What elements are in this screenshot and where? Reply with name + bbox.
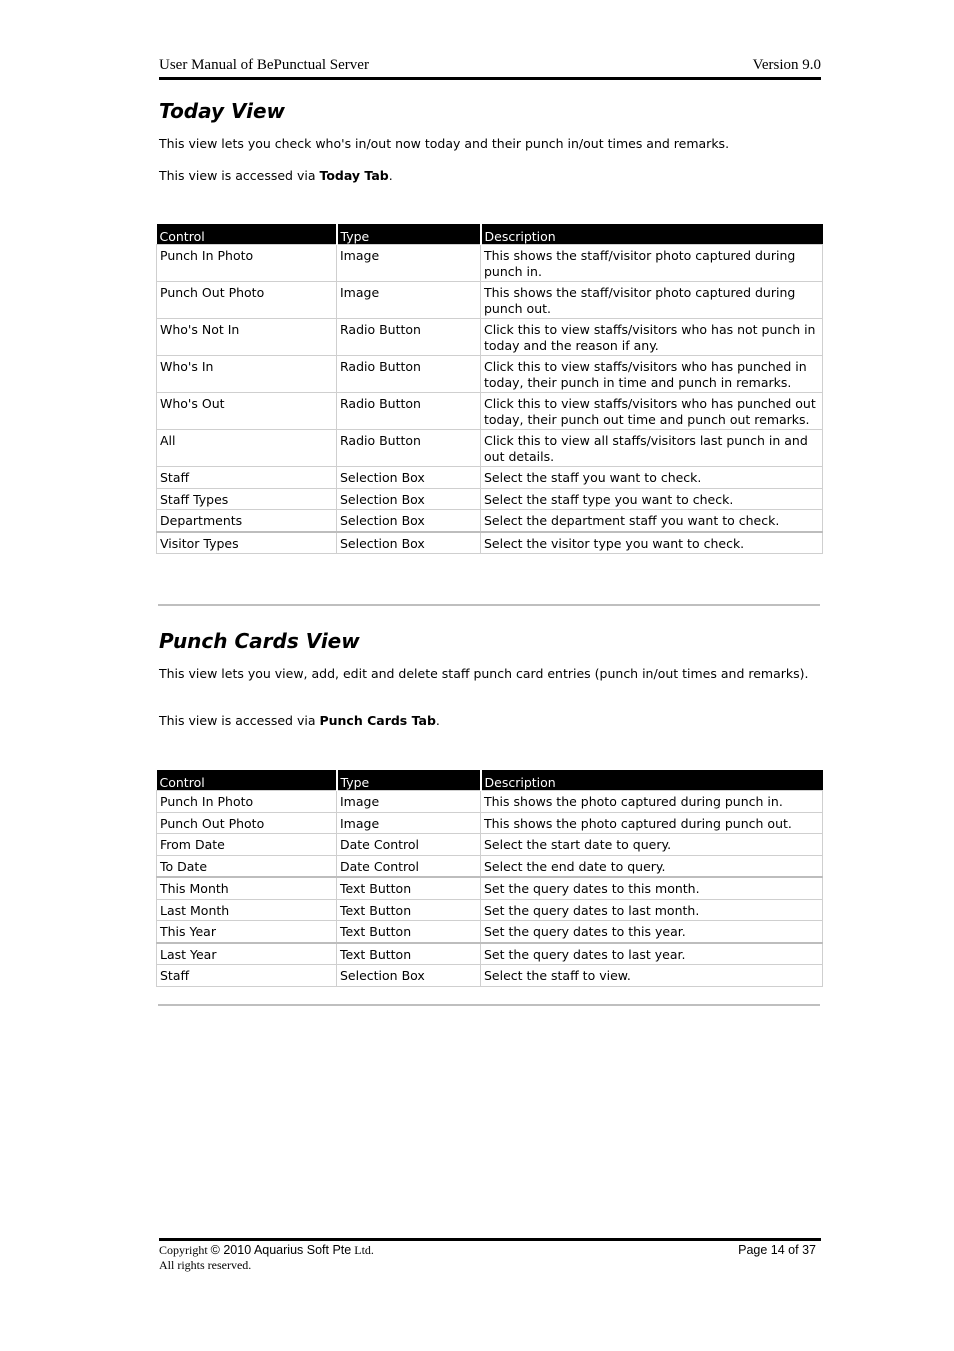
table-row bbox=[157, 921, 823, 943]
table-row bbox=[157, 430, 823, 467]
table-row bbox=[157, 467, 823, 489]
cell-type: Image bbox=[337, 245, 481, 282]
cell-type: Text Button bbox=[337, 877, 481, 899]
table-row bbox=[157, 510, 823, 532]
cell-control: This Year bbox=[157, 921, 337, 943]
page-number: Page 14 of 37 bbox=[738, 1243, 816, 1257]
cell-description: This shows the photo captured during punch out. bbox=[481, 812, 823, 834]
cell-control: Punch In Photo bbox=[157, 791, 337, 813]
today-view-access bbox=[159, 168, 809, 184]
today-view-title: Today View bbox=[159, 99, 286, 123]
column-header-type: Type bbox=[337, 224, 481, 245]
cell-description: Select the end date to query. bbox=[481, 855, 823, 877]
table-row bbox=[157, 877, 823, 899]
cell-description: Click this to view staffs/visitors who has punched out today, their punch out time and punch out remarks. bbox=[481, 393, 823, 430]
cell-description: Select the visitor type you want to check. bbox=[481, 532, 823, 554]
cell-description: Set the query dates to this month. bbox=[481, 877, 823, 899]
table-row bbox=[157, 855, 823, 877]
cell-type: Date Control bbox=[337, 855, 481, 877]
table-row bbox=[157, 488, 823, 510]
cell-type: Radio Button bbox=[337, 319, 481, 356]
table-row bbox=[157, 393, 823, 430]
cell-control: From Date bbox=[157, 834, 337, 856]
cell-description: Set the query dates to last year. bbox=[481, 943, 823, 965]
cell-control: Departments bbox=[157, 510, 337, 532]
table-row bbox=[157, 943, 823, 965]
cell-description: Set the query dates to this year. bbox=[481, 921, 823, 943]
table-row bbox=[157, 812, 823, 834]
cell-type: Date Control bbox=[337, 834, 481, 856]
cell-description: Click this to view all staffs/visitors last punch in and out details. bbox=[481, 430, 823, 467]
cell-description: This shows the staff/visitor photo captured during punch in. bbox=[481, 245, 823, 282]
cell-control: Who's In bbox=[157, 356, 337, 393]
today-view-intro: This view lets you check who's in/out now today and their punch in/out times and remarks. bbox=[159, 136, 730, 151]
copyright-holder: © 2010 Aquarius Soft Pte bbox=[210, 1243, 352, 1257]
column-header-type: Type bbox=[337, 770, 481, 791]
cell-type: Radio Button bbox=[337, 430, 481, 467]
cell-type: Selection Box bbox=[337, 532, 481, 554]
cell-control: Last Month bbox=[157, 899, 337, 921]
copyright-prefix: Copyright bbox=[159, 1243, 211, 1257]
cell-control: Visitor Types bbox=[157, 532, 337, 554]
cell-type: Text Button bbox=[337, 921, 481, 943]
cell-type: Image bbox=[337, 282, 481, 319]
cell-description: Set the query dates to last month. bbox=[481, 899, 823, 921]
table-row bbox=[157, 965, 823, 987]
table-row bbox=[157, 319, 823, 356]
cell-description: Click this to view staffs/visitors who has not punch in today and the reason if any. bbox=[481, 319, 823, 356]
cell-description: This shows the staff/visitor photo captured during punch out. bbox=[481, 282, 823, 319]
punch-cards-controls-table bbox=[156, 770, 823, 987]
cell-type: Selection Box bbox=[337, 965, 481, 987]
column-header-description: Description bbox=[481, 224, 823, 245]
cell-control: This Month bbox=[157, 877, 337, 899]
cell-type: Selection Box bbox=[337, 488, 481, 510]
cell-control: Staff Types bbox=[157, 488, 337, 510]
access-suffix: . bbox=[388, 168, 393, 183]
cell-control: Last Year bbox=[157, 943, 337, 965]
table-row bbox=[157, 791, 823, 813]
cell-control: Who's Not In bbox=[157, 319, 337, 356]
table-row bbox=[157, 282, 823, 319]
cell-type: Text Button bbox=[337, 943, 481, 965]
today-controls-table bbox=[156, 224, 823, 554]
access-suffix: . bbox=[435, 713, 440, 728]
cell-type: Radio Button bbox=[337, 356, 481, 393]
punch-cards-table-end-rule bbox=[158, 1004, 820, 1006]
header-version: Version 9.0 bbox=[752, 57, 821, 73]
cell-description: Select the staff to view. bbox=[481, 965, 823, 987]
copyright-suffix: Ltd. bbox=[351, 1243, 374, 1257]
cell-description: Select the staff type you want to check. bbox=[481, 488, 823, 510]
cell-description: Select the staff you want to check. bbox=[481, 467, 823, 489]
cell-control: Who's Out bbox=[157, 393, 337, 430]
table-row bbox=[157, 356, 823, 393]
footer-copyright bbox=[159, 1243, 374, 1273]
today-table-end-rule bbox=[158, 604, 820, 606]
footer-rule bbox=[159, 1238, 821, 1241]
cell-description: Select the department staff you want to check. bbox=[481, 510, 823, 532]
page-header bbox=[159, 57, 821, 77]
punch-cards-view-title: Punch Cards View bbox=[159, 629, 360, 653]
cell-type: Selection Box bbox=[337, 467, 481, 489]
cell-description: Select the start date to query. bbox=[481, 834, 823, 856]
access-prefix: This view is accessed via bbox=[159, 168, 320, 183]
table-row bbox=[157, 532, 823, 554]
punch-cards-view-intro: This view lets you view, add, edit and delete staff punch card entries (punch in/out times and remarks). bbox=[159, 666, 809, 681]
access-prefix: This view is accessed via bbox=[159, 713, 320, 728]
cell-control: Punch Out Photo bbox=[157, 812, 337, 834]
cell-control: Staff bbox=[157, 965, 337, 987]
cell-type: Image bbox=[337, 791, 481, 813]
table-row bbox=[157, 245, 823, 282]
cell-type: Text Button bbox=[337, 899, 481, 921]
column-header-control: Control bbox=[157, 770, 337, 791]
table-row bbox=[157, 834, 823, 856]
cell-control: Punch In Photo bbox=[157, 245, 337, 282]
cell-type: Image bbox=[337, 812, 481, 834]
table-header-row bbox=[157, 770, 823, 791]
cell-control: To Date bbox=[157, 855, 337, 877]
cell-control: All bbox=[157, 430, 337, 467]
cell-control: Punch Out Photo bbox=[157, 282, 337, 319]
column-header-control: Control bbox=[157, 224, 337, 245]
cell-description: Click this to view staffs/visitors who has punched in today, their punch in time and punch in remarks. bbox=[481, 356, 823, 393]
cell-type: Selection Box bbox=[337, 510, 481, 532]
column-header-description: Description bbox=[481, 770, 823, 791]
cell-type: Radio Button bbox=[337, 393, 481, 430]
table-row bbox=[157, 899, 823, 921]
punch-cards-view-access bbox=[159, 713, 809, 729]
header-rule bbox=[159, 77, 821, 80]
access-tab: Punch Cards Tab bbox=[319, 713, 436, 728]
header-title: User Manual of BePunctual Server bbox=[159, 57, 369, 73]
access-tab: Today Tab bbox=[319, 168, 389, 183]
cell-control: Staff bbox=[157, 467, 337, 489]
cell-description: This shows the photo captured during punch in. bbox=[481, 791, 823, 813]
rights-reserved: All rights reserved. bbox=[159, 1258, 252, 1272]
table-header-row bbox=[157, 224, 823, 245]
